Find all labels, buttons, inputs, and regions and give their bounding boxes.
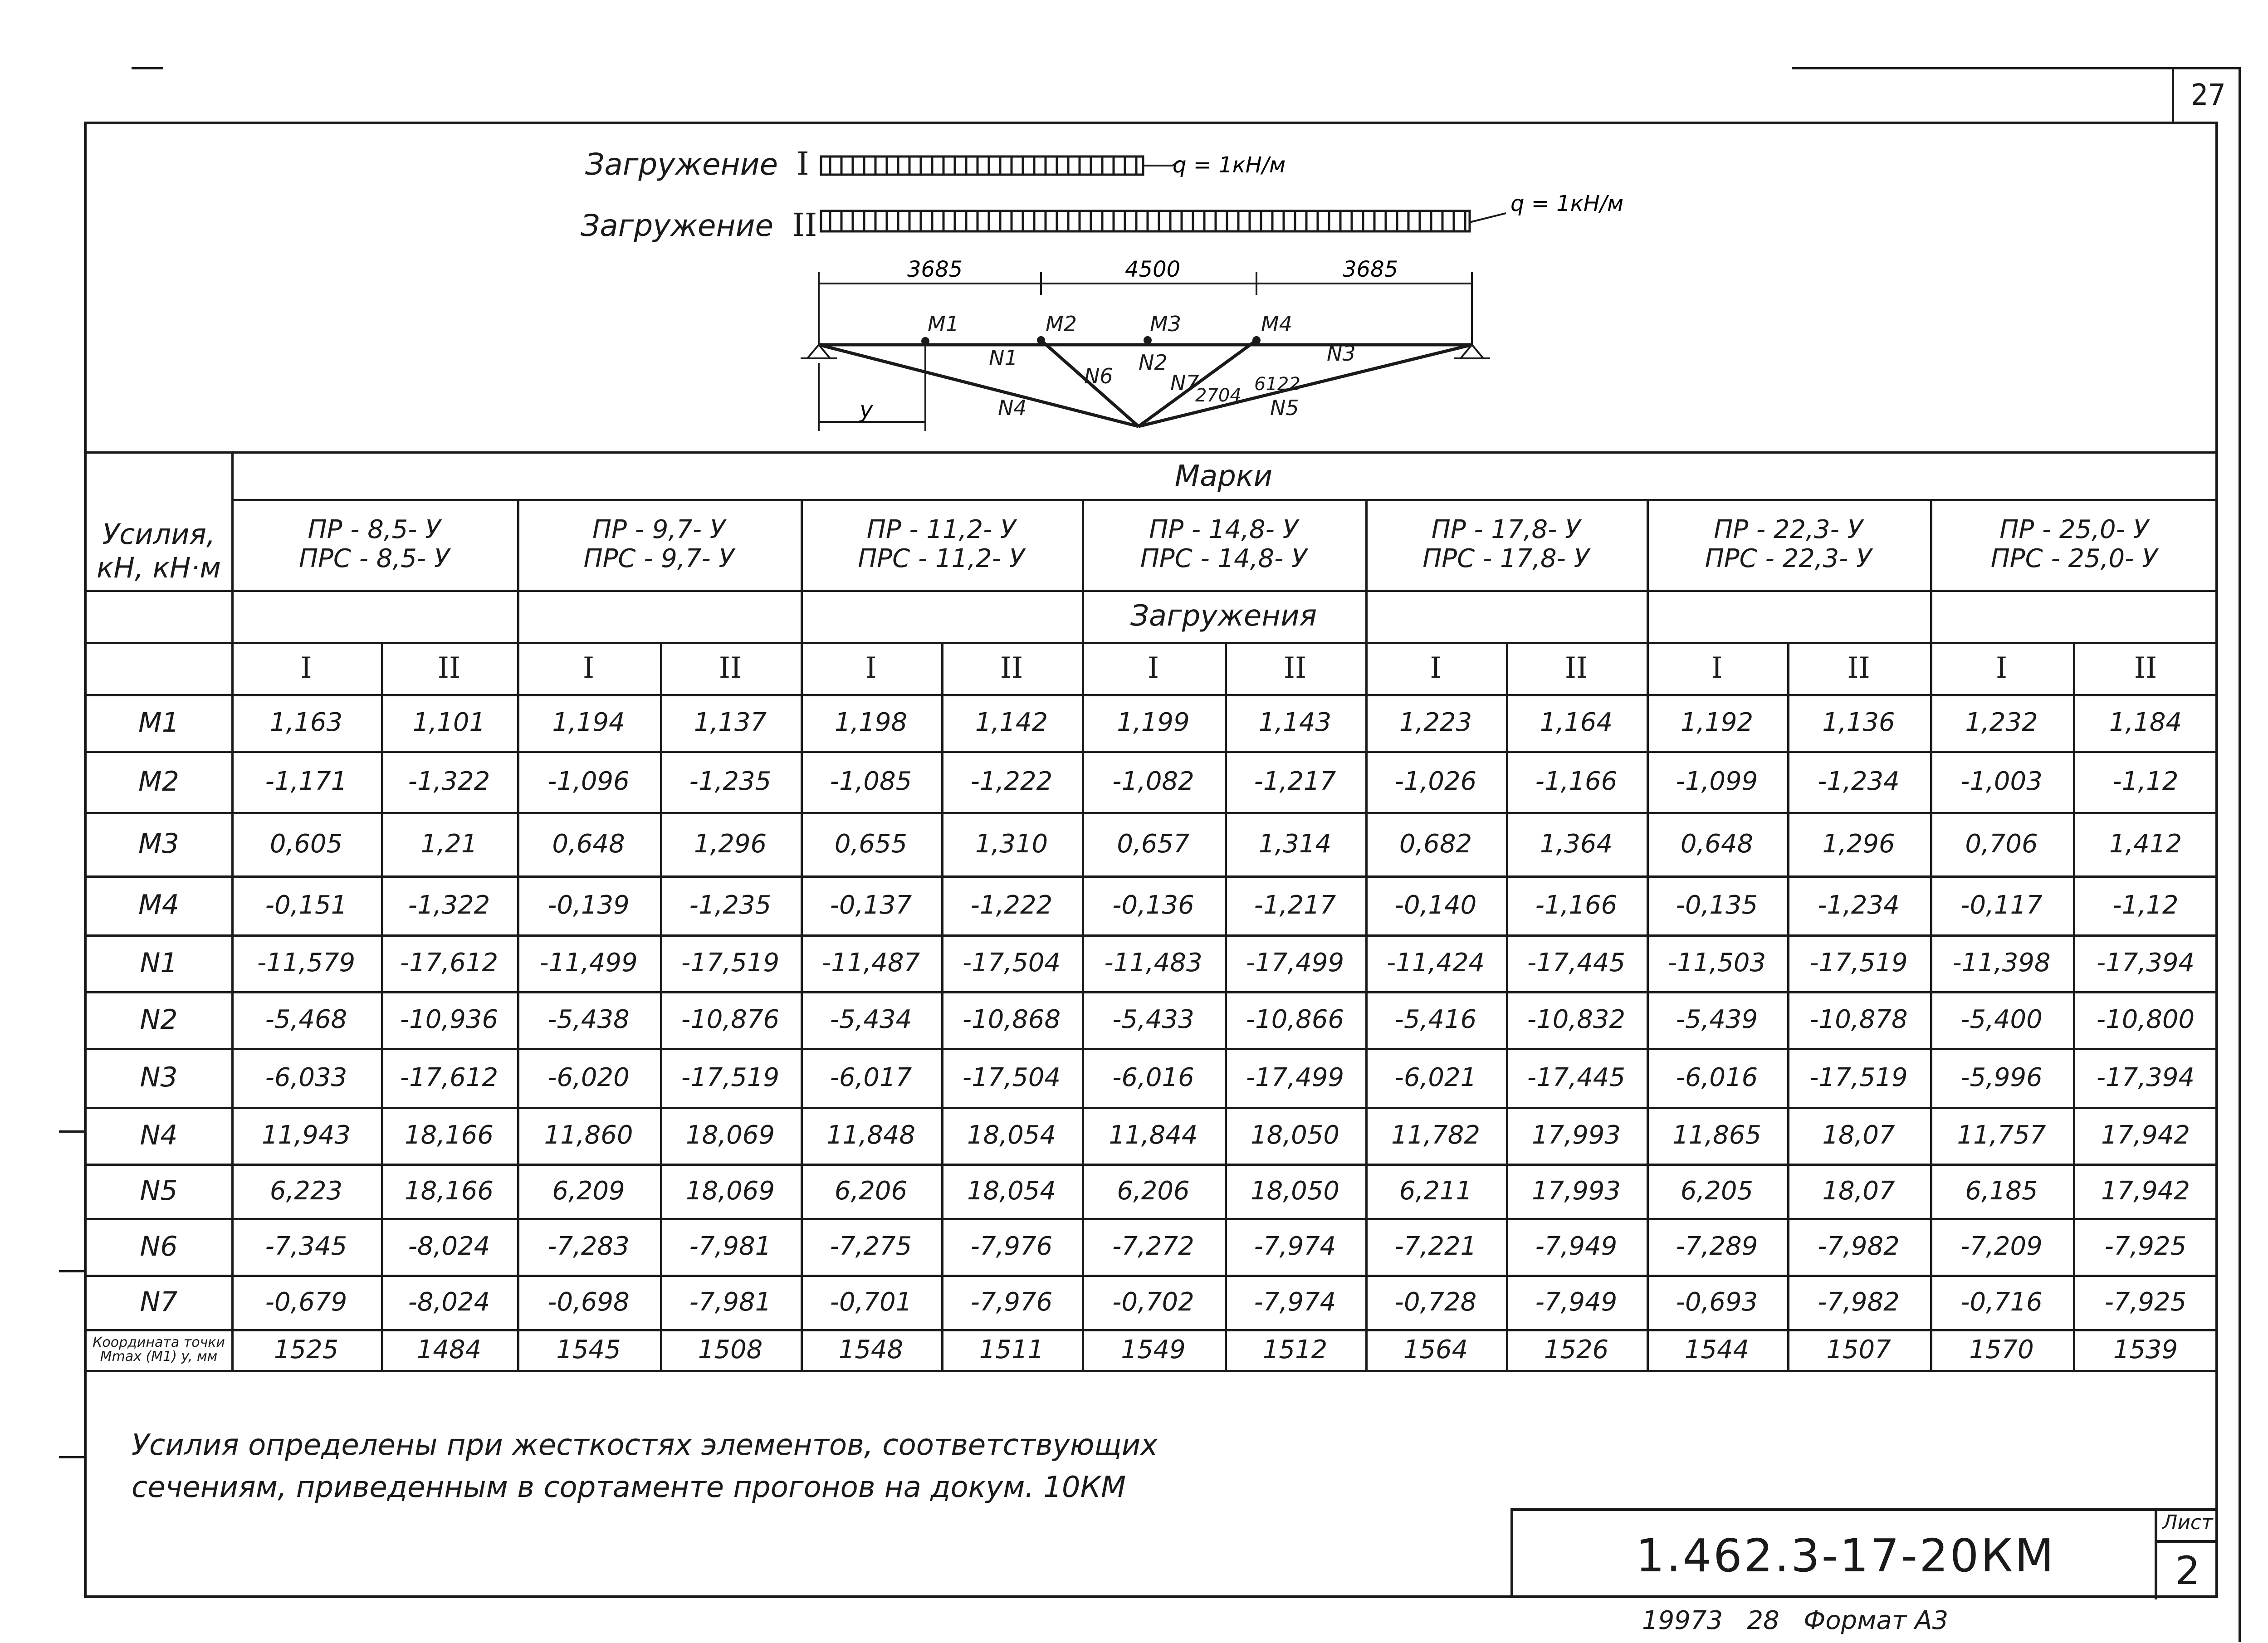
bottom-note: 19973 28 Формат А3	[1642, 1606, 1949, 1635]
table-cell: -8,024	[408, 1287, 490, 1317]
title-stamp	[1510, 1508, 2218, 1598]
table-cell: -17,445	[1527, 948, 1626, 978]
table-cell: -7,949	[1535, 1232, 1618, 1261]
note-line-2: сечениям, приведенным в сортаменте прогонов на докум. 10КМ	[132, 1470, 1126, 1504]
table-cell: 1548	[838, 1335, 904, 1364]
row-label: Координата точки Mmax (M1) y, мм	[93, 1334, 225, 1364]
table-cell: 0,706	[1965, 829, 2038, 859]
table-cell: -10,876	[681, 1005, 780, 1034]
table-cell: -6,016	[1112, 1062, 1194, 1092]
table-cell: 1,163	[269, 708, 343, 737]
table-cell: -7,925	[2104, 1287, 2187, 1317]
member-n3: N3	[1327, 341, 1356, 366]
table-cell: -7,982	[1818, 1287, 1900, 1317]
table-cell: 6,211	[1399, 1176, 1472, 1206]
table-cell: -17,499	[1246, 1062, 1344, 1092]
table-cell: 1,364	[1540, 829, 1613, 859]
doc-code: 1.462.3-17-20КМ	[1636, 1529, 2056, 1582]
brand-line-2: ПРС - 9,7- У	[583, 544, 734, 573]
table-cell: 1,223	[1399, 708, 1472, 737]
table-cell: 1,143	[1258, 708, 1332, 737]
table-cell: -17,504	[962, 1062, 1061, 1092]
table-cell: 6,209	[552, 1176, 625, 1206]
table-cell: 1,101	[412, 708, 486, 737]
load2-label: Загружение II	[581, 206, 817, 244]
member-n6: N6	[1084, 364, 1113, 388]
table-cell: 6,185	[1965, 1176, 2038, 1206]
brand-header	[1082, 499, 1365, 590]
table-cell: 18,07	[1822, 1176, 1895, 1206]
table-cell: -1,217	[1254, 890, 1336, 920]
table-cell: 1,142	[975, 708, 1048, 737]
member-n1: N1	[989, 346, 1018, 370]
table-cell: -17,612	[400, 948, 499, 978]
brand-header	[1365, 499, 1647, 590]
table-cell: 1512	[1262, 1335, 1328, 1364]
table-cell: -0,139	[547, 890, 630, 920]
table-cell: -0,136	[1112, 890, 1194, 920]
table-cell: -5,996	[1960, 1062, 2043, 1092]
loading-column-header: I	[1995, 651, 2008, 685]
table-cell: 17,942	[2101, 1120, 2190, 1150]
table-cell: 6,205	[1680, 1176, 1754, 1206]
table-cell: -5,400	[1960, 1005, 2043, 1034]
table-cell: 18,069	[686, 1176, 775, 1206]
table-cell: -0,140	[1394, 890, 1477, 920]
row-label: M3	[138, 828, 179, 860]
table-cell: 1525	[274, 1335, 339, 1364]
table-cell: 0,682	[1399, 829, 1472, 859]
table-cell: -1,234	[1818, 767, 1900, 796]
table-cell: -17,394	[2096, 948, 2195, 978]
brand-line-1: ПР - 8,5- У	[308, 514, 441, 544]
sheet-value: 2	[2175, 1548, 2200, 1594]
table-cell: -11,487	[821, 948, 920, 978]
table-cell: -1,082	[1112, 767, 1194, 796]
table-cell: -10,936	[400, 1005, 499, 1034]
brand-line-1: ПР - 9,7- У	[592, 514, 725, 544]
y-label: y	[860, 396, 873, 423]
loading-column-header: I	[1711, 651, 1723, 685]
table-cell: -7,976	[970, 1287, 1053, 1317]
member-length-2: 6122	[1254, 374, 1300, 395]
table-cell: 1,21	[420, 829, 478, 859]
loading-column-header: II	[2134, 651, 2157, 685]
brand-line-1: ПР - 11,2- У	[866, 514, 1016, 544]
table-cell: -0,728	[1394, 1287, 1477, 1317]
table-cell: -0,137	[830, 890, 912, 920]
note-line-1: Усилия определены при жесткостях элементов, соответствующих	[132, 1428, 1158, 1462]
table-cell: -5,439	[1676, 1005, 1758, 1034]
table-cell: -1,222	[970, 767, 1053, 796]
table-cell: 1,198	[834, 708, 908, 737]
brand-line-2: ПРС - 8,5- У	[299, 544, 450, 573]
table-cell: 11,757	[1957, 1120, 2046, 1150]
table-cell: -1,12	[2112, 767, 2179, 796]
table-cell: -1,166	[1535, 890, 1618, 920]
table-cell: -7,974	[1254, 1287, 1336, 1317]
table-cell: 1,137	[694, 708, 767, 737]
table-cell: 1,412	[2109, 829, 2182, 859]
table-cell: -0,702	[1112, 1287, 1194, 1317]
table-cell: 11,865	[1672, 1120, 1761, 1150]
table-cell: -1,099	[1676, 767, 1758, 796]
table-cell: -7,982	[1818, 1232, 1900, 1261]
table-cell: -1,166	[1535, 767, 1618, 796]
brand-line-1: ПР - 17,8- У	[1431, 514, 1581, 544]
table-cell: -17,504	[962, 948, 1061, 978]
sheet-label: Лист	[2157, 1511, 2218, 1543]
table-cell: 1545	[556, 1335, 621, 1364]
table-cell: -0,151	[265, 890, 347, 920]
table-cell: -1,322	[408, 890, 490, 920]
dim-1: 3685	[907, 257, 963, 282]
table-cell: -7,209	[1960, 1232, 2043, 1261]
loading-column-header: I	[300, 651, 312, 685]
loading-column-header: II	[1847, 651, 1870, 685]
table-cell: -17,519	[681, 948, 780, 978]
table-cell: -0,716	[1960, 1287, 2043, 1317]
table-cell: -11,424	[1386, 948, 1485, 978]
loading-column-header: I	[1147, 651, 1159, 685]
table-cell: -7,272	[1112, 1232, 1194, 1261]
load1-label: Загружение I	[585, 145, 809, 182]
table-cell: -0,698	[547, 1287, 630, 1317]
table-cell: 1526	[1544, 1335, 1609, 1364]
table-cell: 1564	[1403, 1335, 1468, 1364]
table-cell: -1,003	[1960, 767, 2043, 796]
brand-line-2: ПРС - 22,3- У	[1705, 544, 1872, 573]
table-cell: -5,468	[265, 1005, 347, 1034]
loading-column-header: II	[1564, 651, 1588, 685]
table-cell: -5,416	[1394, 1005, 1477, 1034]
table-cell: -6,021	[1394, 1062, 1477, 1092]
table-cell: -0,679	[265, 1287, 347, 1317]
brand-line-1: ПР - 14,8- У	[1149, 514, 1298, 544]
table-cell: 11,943	[262, 1120, 351, 1150]
table-cell: -1,235	[689, 890, 772, 920]
table-cell: -1,026	[1394, 767, 1477, 796]
table-cell: -0,701	[830, 1287, 912, 1317]
table-cell: 18,050	[1251, 1120, 1339, 1150]
table-cell: 1549	[1121, 1335, 1186, 1364]
table-cell: -17,445	[1527, 1062, 1626, 1092]
table-cell: -1,222	[970, 890, 1053, 920]
table-cell: -17,499	[1246, 948, 1344, 978]
table-cell: -7,981	[689, 1287, 772, 1317]
table-cell: 11,844	[1109, 1120, 1198, 1150]
table-cell: -7,981	[689, 1232, 772, 1261]
row-label: M4	[138, 889, 179, 921]
table-cell: 18,050	[1251, 1176, 1339, 1206]
table-cell: -7,976	[970, 1232, 1053, 1261]
note	[132, 1424, 1158, 1509]
load1-q: q = 1кН/м	[1173, 152, 1286, 178]
table-cell: -11,499	[539, 948, 638, 978]
row-label: M1	[138, 706, 179, 738]
header-loadings: Загружения	[1130, 599, 1317, 633]
header-force: Усилия, кН, кН·м	[96, 517, 221, 584]
table-cell: 0,657	[1117, 829, 1190, 859]
table-cell: -7,345	[265, 1232, 347, 1261]
table-cell: 11,848	[826, 1120, 915, 1150]
table-cell: -7,221	[1394, 1232, 1477, 1261]
table-cell: -6,033	[265, 1062, 347, 1092]
table-cell: 1507	[1826, 1335, 1891, 1364]
table-cell: 1511	[979, 1335, 1044, 1364]
table-cell: -0,135	[1676, 890, 1758, 920]
table-cell: 18,069	[686, 1120, 775, 1150]
table-cell: 11,782	[1391, 1120, 1480, 1150]
brand-line-2: ПРС - 17,8- У	[1422, 544, 1589, 573]
table-cell: 0,605	[269, 829, 343, 859]
table-cell: 1,164	[1540, 708, 1613, 737]
loading-column-header: I	[865, 651, 877, 685]
brand-line-1: ПР - 25,0- У	[1999, 514, 2149, 544]
brand-header	[801, 499, 1082, 590]
table-cell: -11,503	[1667, 948, 1766, 978]
table-cell: -17,519	[681, 1062, 780, 1092]
table-cell: 1,194	[552, 708, 625, 737]
brand-line-1: ПР - 22,3- У	[1714, 514, 1863, 544]
dim-2: 4500	[1125, 257, 1181, 282]
table-cell: -6,016	[1676, 1062, 1758, 1092]
loading-column-header: II	[437, 651, 461, 685]
table-cell: -1,234	[1818, 890, 1900, 920]
table-cell: -11,579	[257, 948, 356, 978]
table-cell: -5,433	[1112, 1005, 1194, 1034]
table-cell: -1,171	[265, 767, 347, 796]
member-n5: N5	[1270, 396, 1299, 420]
brand-header	[1930, 499, 2218, 590]
row-label: N4	[140, 1119, 178, 1151]
node-m1: M1	[928, 312, 959, 336]
table-cell: -7,289	[1676, 1232, 1758, 1261]
table-cell: 1,310	[975, 829, 1048, 859]
table-cell: 1570	[1969, 1335, 2034, 1364]
table-cell: 17,942	[2101, 1176, 2190, 1206]
table-cell: -1,096	[547, 767, 630, 796]
row-label: N2	[140, 1003, 178, 1036]
load2-q: q = 1кН/м	[1510, 191, 1624, 216]
table-hline	[84, 1370, 2218, 1372]
row-label: N3	[140, 1061, 178, 1093]
brand-header	[231, 499, 517, 590]
loading-column-header: II	[1283, 651, 1307, 685]
table-cell: 17,993	[1532, 1120, 1621, 1150]
table-cell: -10,868	[962, 1005, 1061, 1034]
node-m3: M3	[1150, 312, 1181, 336]
table-cell: 1539	[2113, 1335, 2178, 1364]
sheet-label-box	[2155, 1511, 2218, 1599]
header-brands: Марки	[1174, 460, 1273, 493]
loading-column-header: II	[719, 651, 742, 685]
table-cell: -11,483	[1104, 948, 1202, 978]
table-cell: 18,166	[405, 1176, 494, 1206]
loading-column-header: II	[1000, 651, 1023, 685]
table-cell: -6,017	[830, 1062, 912, 1092]
row-label: N6	[140, 1230, 178, 1262]
brand-line-2: ПРС - 25,0- У	[1990, 544, 2158, 573]
member-n7: N7	[1170, 371, 1199, 395]
table-cell: 0,648	[1680, 829, 1754, 859]
table-cell: -10,878	[1809, 1005, 1908, 1034]
table-cell: -8,024	[408, 1232, 490, 1261]
member-n2: N2	[1139, 350, 1168, 375]
sheet-number: 27	[2190, 78, 2226, 112]
table-cell: 18,166	[405, 1120, 494, 1150]
table-cell: 0,648	[552, 829, 625, 859]
table-cell: 1,192	[1680, 708, 1754, 737]
table-cell: 6,206	[1117, 1176, 1190, 1206]
table-cell: -5,438	[547, 1005, 630, 1034]
table-cell: -1,322	[408, 767, 490, 796]
brand-header	[1647, 499, 1930, 590]
table-cell: 1,232	[1965, 708, 2038, 737]
table-cell: 1,136	[1822, 708, 1895, 737]
table-cell: -17,394	[2096, 1062, 2195, 1092]
table-cell: -1,217	[1254, 767, 1336, 796]
member-length-1: 2704	[1195, 385, 1242, 406]
row-label: N7	[140, 1286, 178, 1318]
table-cell: 6,223	[269, 1176, 343, 1206]
loading-column-header: I	[1430, 651, 1442, 685]
brand-header	[517, 499, 801, 590]
brand-line-2: ПРС - 11,2- У	[858, 544, 1025, 573]
table-cell: 1,199	[1117, 708, 1190, 737]
table-cell: -7,949	[1535, 1287, 1618, 1317]
table-cell: 11,860	[544, 1120, 633, 1150]
table-cell: -7,925	[2104, 1232, 2187, 1261]
table-cell: -10,832	[1527, 1005, 1626, 1034]
table-cell: -0,117	[1960, 890, 2043, 920]
node-m4: M4	[1261, 312, 1292, 336]
node-m2: M2	[1046, 312, 1077, 336]
table-cell: -7,974	[1254, 1232, 1336, 1261]
table-cell: -17,612	[400, 1062, 499, 1092]
table-cell: 18,07	[1822, 1120, 1895, 1150]
row-label: M2	[138, 765, 179, 797]
table-cell: 1,184	[2109, 708, 2182, 737]
table-cell: 1544	[1684, 1335, 1750, 1364]
table-cell: -6,020	[547, 1062, 630, 1092]
brand-line-2: ПРС - 14,8- У	[1140, 544, 1307, 573]
table-cell: 1,296	[1822, 829, 1895, 859]
table-cell: 18,054	[967, 1120, 1056, 1150]
table-cell: -17,519	[1809, 948, 1908, 978]
table-cell: 6,206	[834, 1176, 908, 1206]
table-cell: -0,693	[1676, 1287, 1758, 1317]
table-cell: -10,800	[2096, 1005, 2195, 1034]
loading-column-header: I	[582, 651, 595, 685]
row-label: N1	[140, 947, 178, 979]
dim-3: 3685	[1343, 257, 1398, 282]
table-cell: -10,866	[1246, 1005, 1344, 1034]
table-cell: 1484	[416, 1335, 482, 1364]
table-cell: 1,296	[694, 829, 767, 859]
table-cell: -7,283	[547, 1232, 630, 1261]
row-label: N5	[140, 1175, 178, 1207]
table-cell: 1,314	[1258, 829, 1332, 859]
table-cell: 0,655	[834, 829, 908, 859]
table-cell: -1,085	[830, 767, 912, 796]
table-cell: -1,12	[2112, 890, 2179, 920]
table-cell: 1508	[698, 1335, 763, 1364]
table-cell: 18,054	[967, 1176, 1056, 1206]
table-cell: -17,519	[1809, 1062, 1908, 1092]
table-cell: -7,275	[830, 1232, 912, 1261]
member-n4: N4	[998, 396, 1027, 420]
table-cell: -11,398	[1952, 948, 2051, 978]
table-cell: -5,434	[830, 1005, 912, 1034]
table-cell: -1,235	[689, 767, 772, 796]
table-cell: 17,993	[1532, 1176, 1621, 1206]
